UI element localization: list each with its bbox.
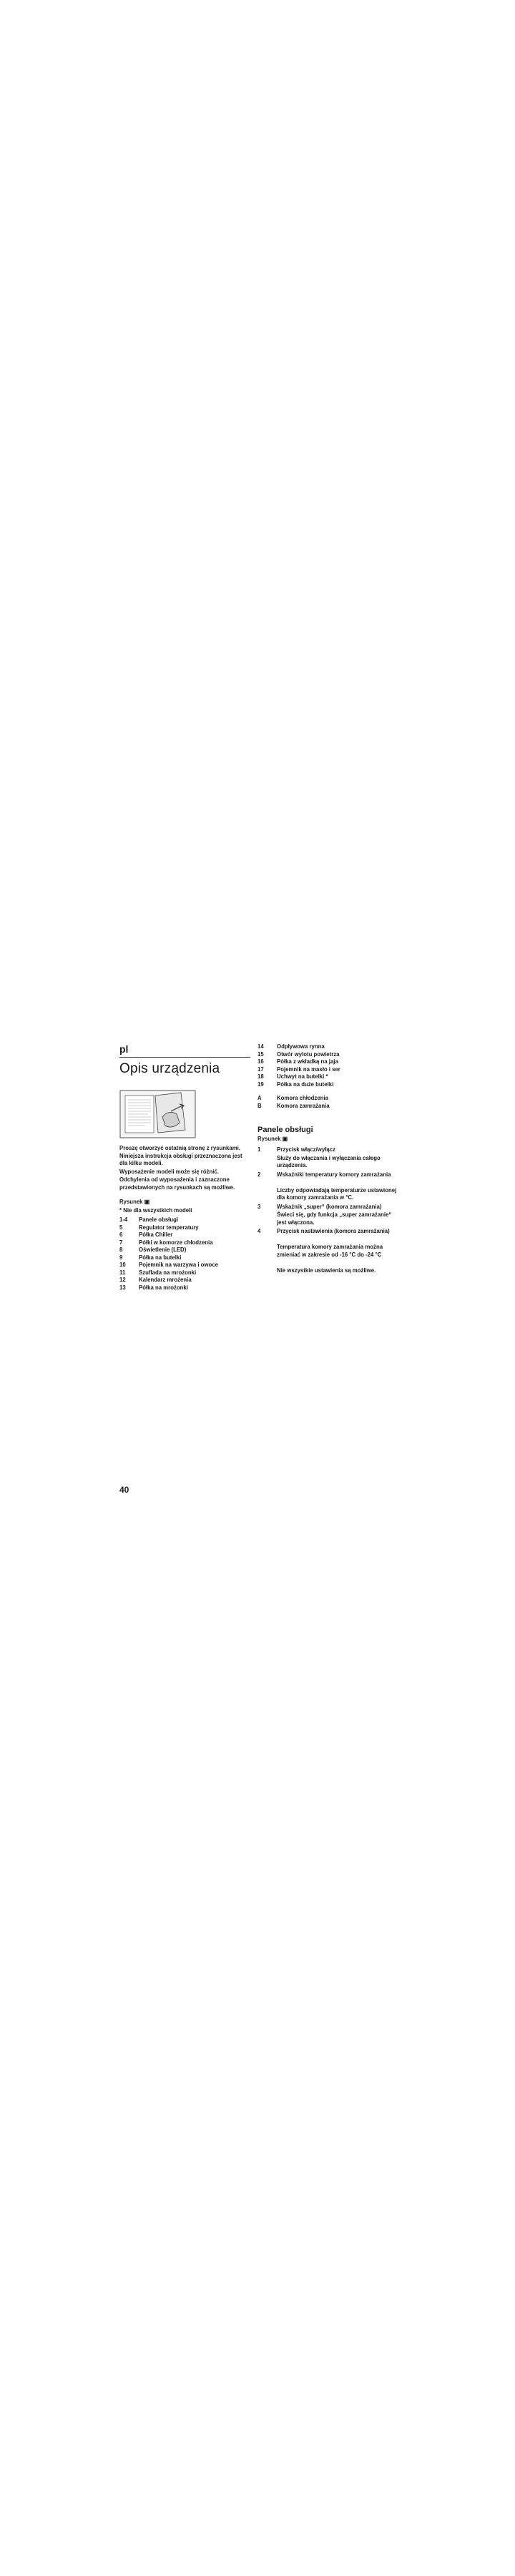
figure-reference: Rysunek ▣ [119,1199,150,1205]
panel-entry-title: Przycisk włącz/wyłącz [277,1146,335,1153]
header-rule [119,1057,250,1058]
list-item-label: Kalendarz mrożenia [139,1277,192,1283]
list-item-label: Półka Chiller [139,1231,173,1238]
list-item-number: 15 [258,1050,264,1058]
intro-paragraph-1: Proszę otworzyć ostatnią stronę z rysunkami. Niniejsza instrukcja obsługi przeznaczona jest dla kilku modeli. [119,1145,242,1166]
list-item-number: 18 [258,1073,264,1080]
list-item-number: 7 [119,1239,123,1246]
panel-entry-text: Nie wszystkie ustawienia są możliwe. [277,1267,376,1274]
list-item-number: 11 [119,1269,126,1276]
list-item-label: Półka z wkładką na jaja [277,1058,338,1065]
panel-entry-number: 2 [258,1171,261,1178]
list-item-label: Półka na butelki [139,1254,182,1261]
models-note: * Nie dla wszystkich modeli [119,1207,192,1214]
panel-entry-number: 1 [258,1146,261,1153]
list-item-label: Półka na mrożonki [139,1284,188,1291]
list-item-label: Półka na duże butelki [277,1080,334,1088]
manual-book-illustration [119,1090,196,1138]
panel-entry-text: Służy do włączania i wyłączania całego urządzenia. [277,1154,381,1169]
list-item-label: Komora chłodzenia [277,1095,328,1101]
list-item-label: Otwór wylotu powietrza [277,1050,340,1058]
page-title: Opis urządzenia [119,1061,220,1076]
list-item-label: Półki w komorze chłodzenia [139,1239,213,1246]
list-item-number: 5 [119,1224,123,1231]
list-item-number: 9 [119,1254,123,1261]
list-item-label: Oświetlenie (LED) [139,1246,187,1253]
panel-entry-text: Temperatura komory zamrażania można zmieniać w zakresie od -16 °C do -24 °C [277,1244,383,1258]
panel-entry-title: Przycisk nastawienia (komora zamrażania) [277,1228,390,1234]
list-item-number: 16 [258,1058,264,1065]
panel-entry-title: Wskaźniki temperatury komory zamrażania [277,1171,391,1178]
list-item-number: 14 [258,1043,264,1050]
panel-entry-number: 3 [258,1203,261,1210]
list-item-number: 19 [258,1080,264,1088]
list-item-label: Odpływowa rynna [277,1043,325,1050]
list-item-label: Szuflada na mrożonki [139,1269,197,1276]
list-item-number: 10 [119,1262,126,1268]
page-number: 40 [119,1485,129,1495]
list-item-number: 17 [258,1065,264,1073]
panel-entry-number: 4 [258,1228,261,1234]
intro-paragraph-3: Odchylenia od wyposażenia i zaznaczone przedstawionych na rysunkach są możliwe. [119,1176,235,1191]
list-item-label: Panele obsługi [139,1216,179,1223]
list-item-number: 13 [119,1284,126,1291]
panel-heading: Panele obsługi [258,1126,313,1134]
language-tag: pl [119,1043,129,1055]
list-item-number: 1-4 [119,1216,128,1223]
panel-figure-reference: Rysunek ▣ [258,1136,288,1142]
list-item-number: 8 [119,1246,123,1253]
intro-paragraph-2: Wyposażenie modeli może się różnić. [119,1169,219,1175]
list-item-number: A [258,1095,262,1101]
list-item-number: 12 [119,1277,126,1283]
list-item-number: B [258,1102,262,1109]
list-item-label: Uchwyt na butelki * [277,1073,328,1080]
list-item-label: Komora zamrażania [277,1102,330,1109]
list-item-label: Pojemnik na warzywa i owoce [139,1262,218,1268]
list-item-label: Regulator temperatury [139,1224,199,1231]
list-item-number: 6 [119,1231,123,1238]
panel-entry-text: Świeci się, gdy funkcja „super zamrażanie“ jest włączona. [277,1211,392,1226]
panel-entry-title: Wskaźnik „super“ (komora zamrażania) [277,1203,382,1210]
panel-entry-text: Liczby odpowiadają temperaturze ustawionej dla komory zamrażania w °C. [277,1186,397,1201]
list-item-label: Pojemnik na masło i ser [277,1065,340,1073]
